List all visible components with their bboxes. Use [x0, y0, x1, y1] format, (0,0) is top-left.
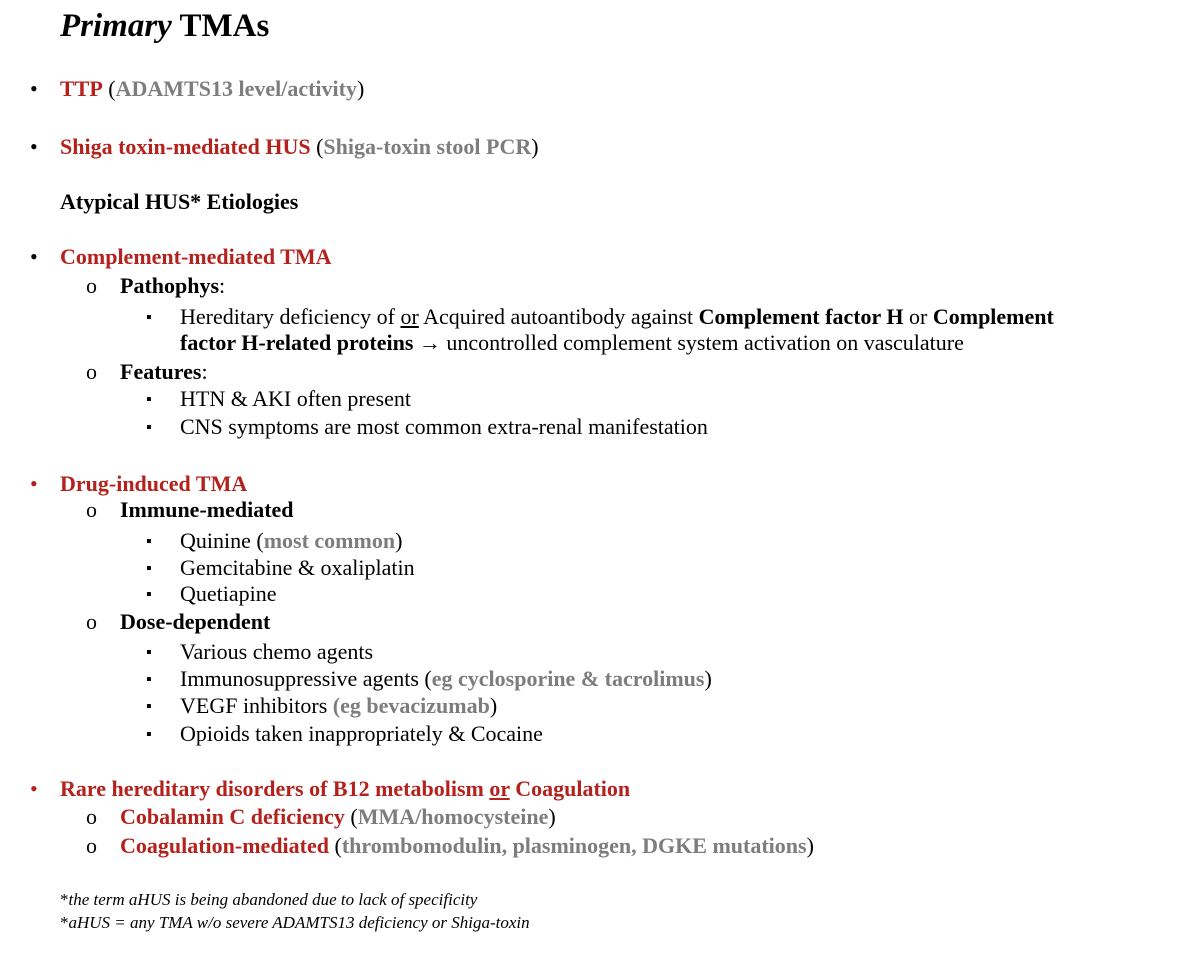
text-segment: Shiga-toxin stool PCR [323, 134, 532, 159]
text-segment: ) [548, 804, 556, 829]
text-segment: HTN & AKI often present [180, 386, 411, 411]
bullet-circle-icon: o [86, 359, 97, 384]
bullet-dot-icon: • [30, 244, 38, 269]
list-item [120, 609, 270, 635]
text-segment: Coagulation-mediated [120, 833, 329, 858]
bullet-dot-icon: • [30, 471, 38, 496]
bullet-square-icon: ▪ [146, 726, 152, 743]
text-segment: eg cyclosporine & tacrolimus [431, 666, 705, 691]
list-item [180, 304, 1054, 330]
text-segment: ) [806, 833, 814, 858]
text-segment: or [489, 776, 510, 801]
bullet-dot-icon: • [30, 76, 38, 101]
text-segment: Hereditary deficiency of [180, 304, 401, 329]
text-segment: Quetiapine [180, 581, 277, 606]
text-segment: : [219, 273, 226, 298]
text-segment: Complement-mediated TMA [60, 244, 332, 269]
list-item [180, 414, 708, 440]
list-item [180, 693, 497, 719]
list-item [180, 666, 712, 692]
bullet-square-icon: ▪ [146, 391, 152, 408]
text-segment: Coagulation [509, 776, 631, 801]
bullet-square-icon: ▪ [146, 644, 152, 661]
text-segment: Immune-mediated [120, 497, 294, 522]
list-item [60, 189, 298, 215]
text-segment: ) [704, 666, 712, 691]
text-segment: Various chemo agents [180, 639, 374, 664]
bullet-square-icon: ▪ [146, 560, 152, 577]
text-segment: : [201, 359, 208, 384]
text-segment: Acquired autoantibody against [418, 304, 699, 329]
bullet-circle-icon: o [86, 497, 97, 522]
text-segment: ) [489, 693, 498, 718]
bullet-square-icon: ▪ [146, 533, 152, 550]
bullet-dot-icon: • [30, 776, 38, 801]
list-item [120, 359, 208, 385]
text-segment: (eg bevacizumab [332, 693, 490, 718]
list-item [180, 721, 543, 747]
text-segment: Atypical HUS* Etiologies [60, 189, 299, 214]
list-item [120, 833, 814, 859]
page-title [60, 8, 269, 45]
text-segment: ) [395, 528, 403, 553]
list-item [180, 528, 402, 554]
bullet-square-icon: ▪ [146, 309, 152, 326]
bullet-square-icon: ▪ [146, 698, 152, 715]
list-item [120, 273, 225, 299]
list-item [180, 555, 415, 581]
text-segment: Cobalamin C deficiency [120, 804, 345, 829]
text-segment: Shiga toxin-mediated HUS [60, 134, 311, 159]
footnote-text: the term aHUS is being abandoned due to lack of specificity [68, 890, 478, 909]
text-segment: ) [356, 76, 365, 101]
text-segment: Complement factor H [698, 304, 904, 329]
list-item [60, 776, 630, 802]
list-item [60, 244, 332, 270]
bullet-dot-icon: • [30, 134, 38, 159]
footnote-text: aHUS = any TMA w/o severe ADAMTS13 deficiency or Shiga-toxin [68, 913, 530, 932]
list-item [120, 497, 294, 523]
text-segment: factor H-related proteins [180, 330, 414, 355]
text-segment: thrombomodulin, plasminogen, DGKE mutations [341, 833, 807, 858]
text-segment: → uncontrolled complement system activation on vasculature [413, 330, 964, 355]
text-segment: Gemcitabine & oxaliplatin [180, 555, 415, 580]
text-segment: TTP [60, 76, 103, 101]
bullet-square-icon: ▪ [146, 586, 152, 603]
text-segment: or [903, 304, 933, 329]
list-item [120, 804, 556, 830]
bullet-square-icon: ▪ [146, 419, 152, 436]
text-segment: Features [120, 359, 202, 384]
bullet-circle-icon: o [86, 804, 97, 829]
title-rest: TMAs [171, 8, 270, 44]
bullet-square-icon: ▪ [146, 671, 152, 688]
bullet-circle-icon: o [86, 273, 97, 298]
text-segment: Drug-induced TMA [60, 471, 248, 496]
footnote-star: * [60, 890, 69, 909]
list-item [60, 471, 247, 497]
list-item [180, 330, 964, 356]
list-item [180, 386, 411, 412]
text-segment: or [400, 304, 419, 329]
title-italic: Primary [60, 8, 172, 44]
text-segment: Pathophys [120, 273, 220, 298]
text-segment: ( [344, 804, 358, 829]
text-segment: most common [263, 528, 396, 553]
text-segment: ( [329, 833, 342, 858]
list-item [60, 134, 539, 160]
text-segment: Opioids taken inappropriately & Cocaine [180, 721, 543, 746]
list-item [180, 639, 373, 665]
text-segment: ) [531, 134, 539, 159]
text-segment: Quinine ( [180, 528, 264, 553]
text-segment: ( [102, 76, 116, 101]
text-segment: ( [310, 134, 324, 159]
bullet-circle-icon: o [86, 833, 97, 858]
text-segment: Rare hereditary disorders of B12 metabolism [60, 776, 490, 801]
text-segment: Immunosuppressive agents ( [180, 666, 432, 691]
list-item [180, 581, 277, 607]
text-segment: MMA/homocysteine [357, 804, 549, 829]
footnote [60, 912, 530, 934]
text-segment: Complement [932, 304, 1054, 329]
list-item [60, 76, 364, 102]
text-segment: ADAMTS13 level/activity [115, 76, 357, 101]
footnote-star: * [60, 913, 69, 932]
text-segment: VEGF inhibitors [180, 693, 333, 718]
bullet-circle-icon: o [86, 609, 97, 634]
footnote [60, 889, 477, 911]
text-segment: Dose-dependent [120, 609, 271, 634]
text-segment: CNS symptoms are most common extra-renal manifestation [180, 414, 708, 439]
